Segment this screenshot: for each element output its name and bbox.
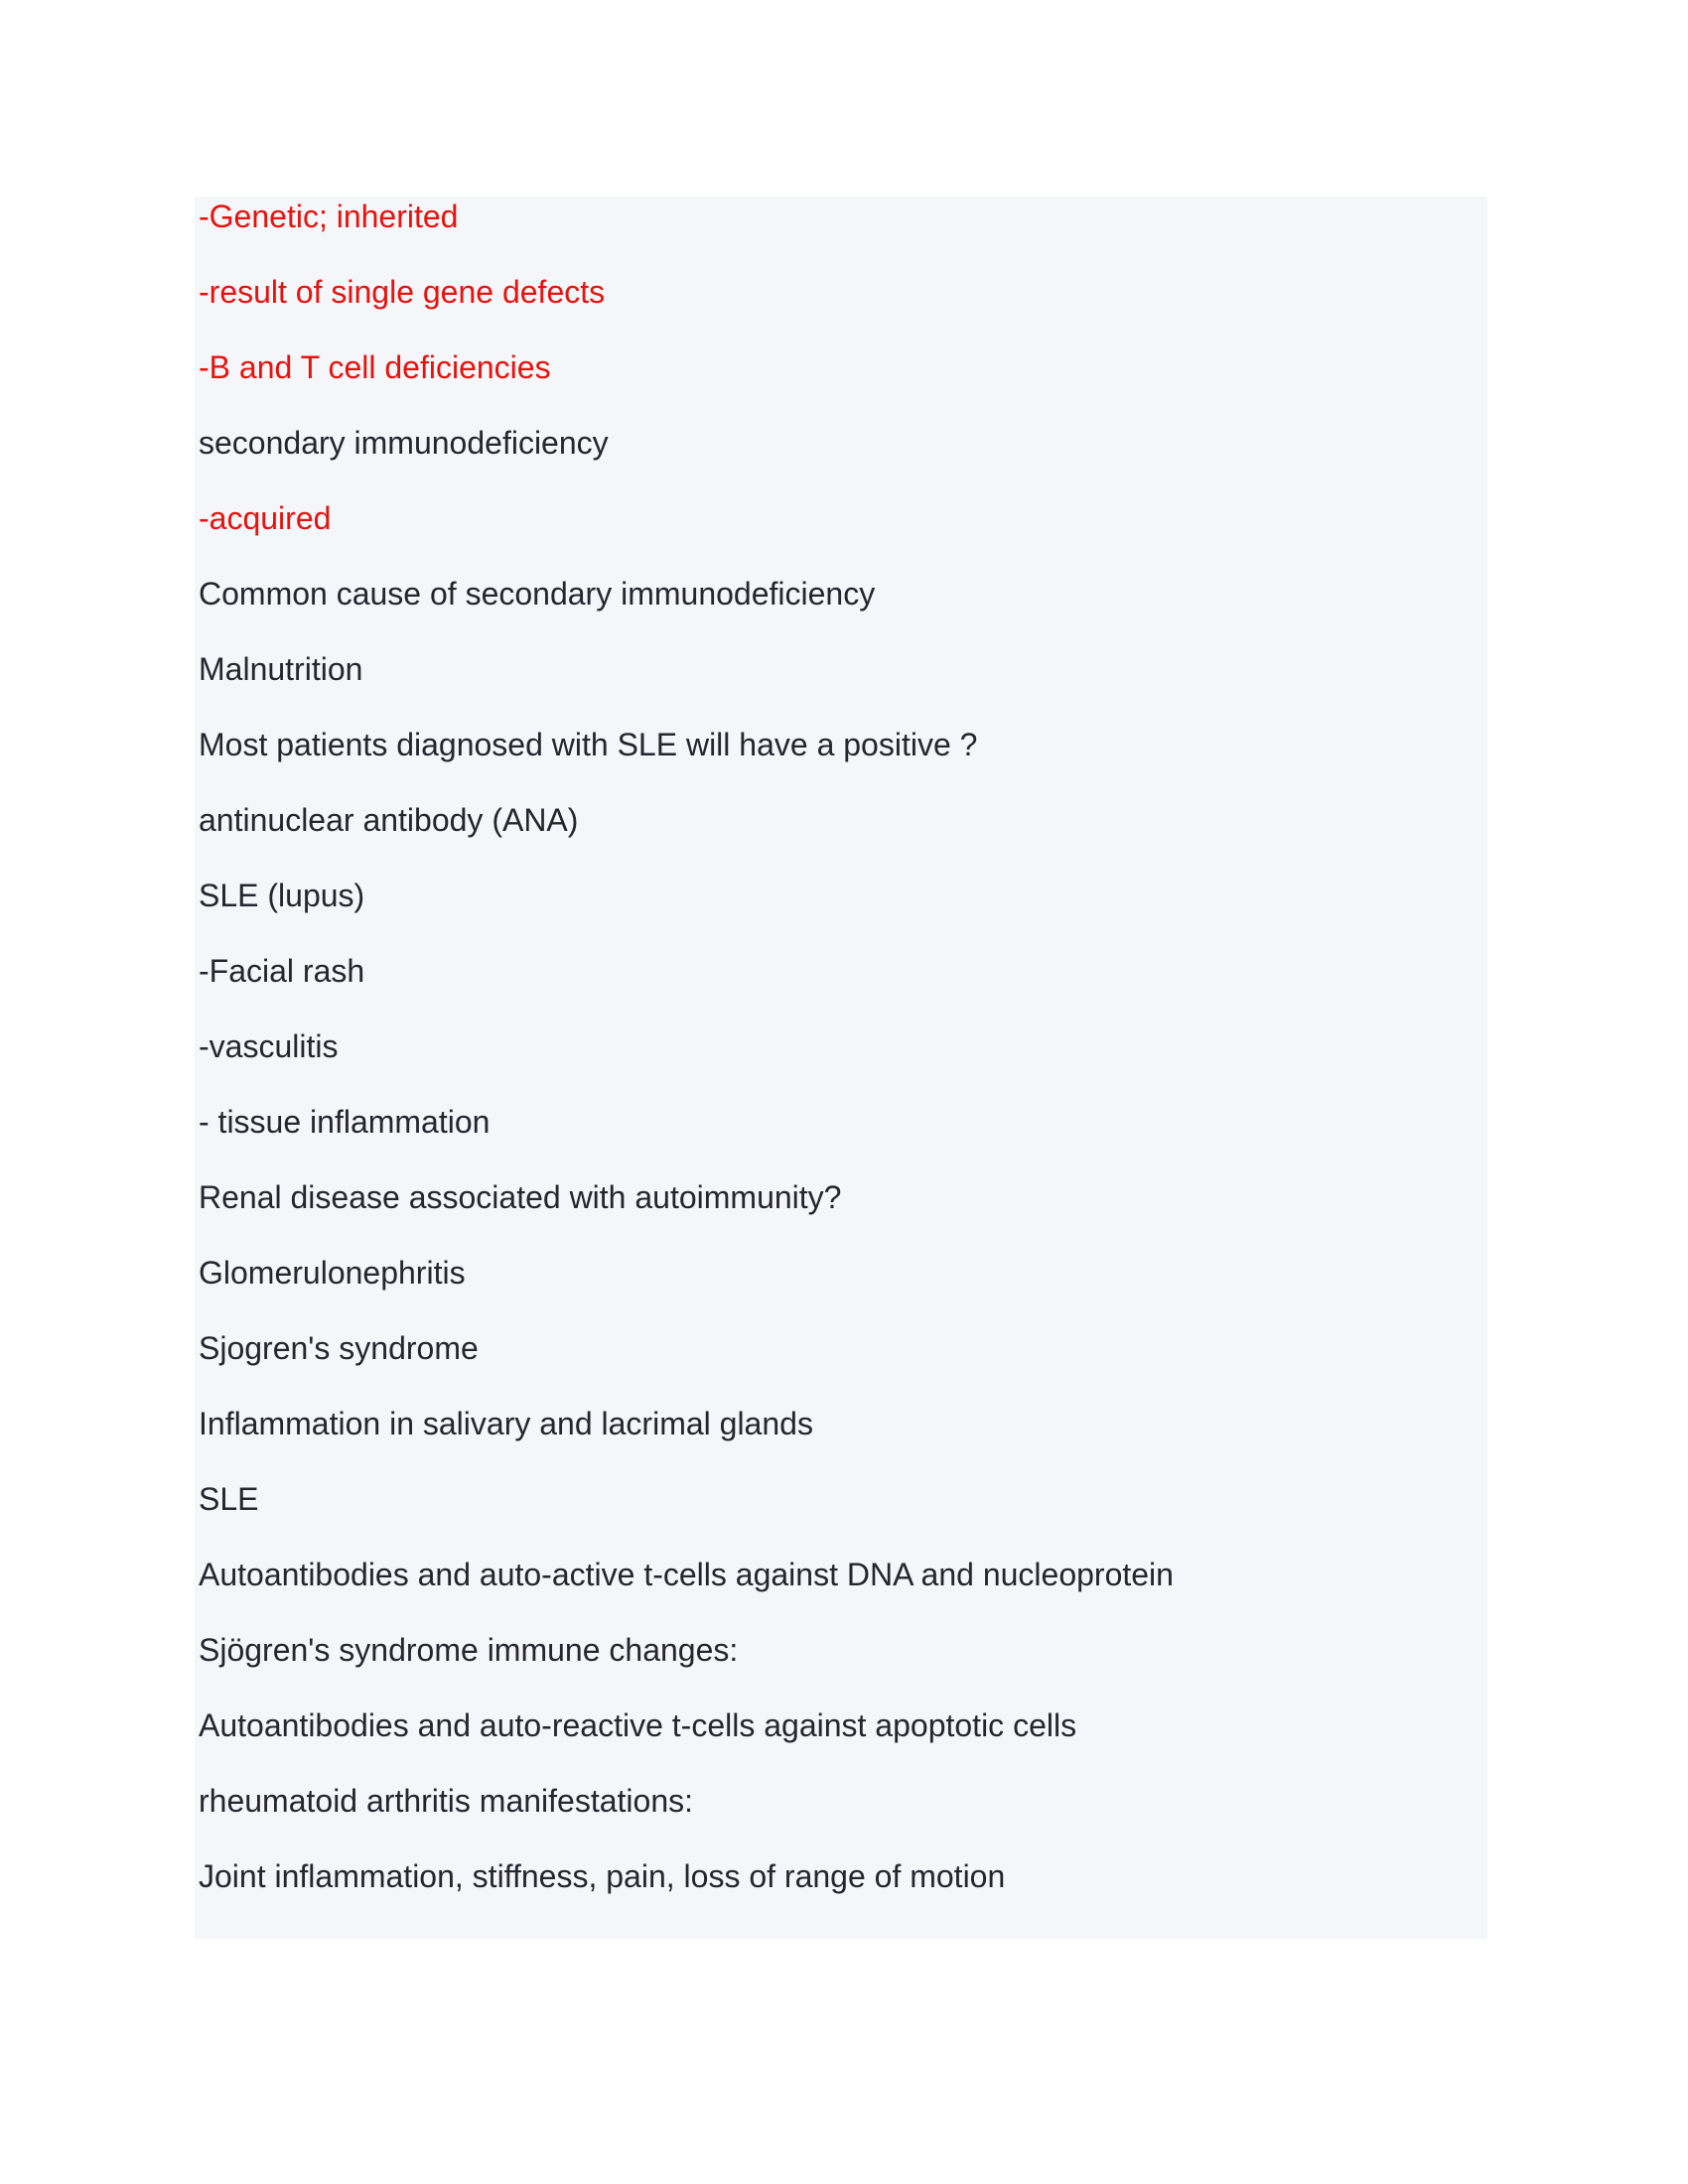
text-line-2: -result of single gene defects <box>199 274 606 310</box>
text-line-12: -vasculitis <box>199 1028 339 1064</box>
text-line-5: -acquired <box>199 500 332 536</box>
text-line-19: Autoantibodies and auto-active t-cells against DNA and nucleoprotein <box>199 1557 1174 1592</box>
flashcard-text-panel <box>195 197 1487 1939</box>
text-line-18: SLE <box>199 1481 259 1517</box>
text-line-1: -Genetic; inherited <box>199 199 459 234</box>
text-line-21: Autoantibodies and auto-reactive t-cells against apoptotic cells <box>199 1707 1077 1743</box>
text-line-16: Sjogren's syndrome <box>199 1330 479 1366</box>
text-line-7: Malnutrition <box>199 651 363 687</box>
text-line-3: -B and T cell deficiencies <box>199 349 551 385</box>
text-line-23: Joint inflammation, stiffness, pain, loss of range of motion <box>199 1858 1006 1894</box>
text-line-10: SLE (lupus) <box>199 878 365 913</box>
text-line-14: Renal disease associated with autoimmunity? <box>199 1179 842 1215</box>
text-line-8: Most patients diagnosed with SLE will have a positive ? <box>199 727 978 762</box>
text-line-13: - tissue inflammation <box>199 1104 491 1140</box>
text-line-17: Inflammation in salivary and lacrimal glands <box>199 1406 813 1441</box>
text-line-22: rheumatoid arthritis manifestations: <box>199 1783 693 1819</box>
text-line-20: Sjögren's syndrome immune changes: <box>199 1632 739 1668</box>
text-line-9: antinuclear antibody (ANA) <box>199 802 579 838</box>
text-line-11: -Facial rash <box>199 953 365 989</box>
text-line-4: secondary immunodeficiency <box>199 425 609 461</box>
text-line-15: Glomerulonephritis <box>199 1255 466 1291</box>
text-line-6: Common cause of secondary immunodeficiency <box>199 576 876 612</box>
